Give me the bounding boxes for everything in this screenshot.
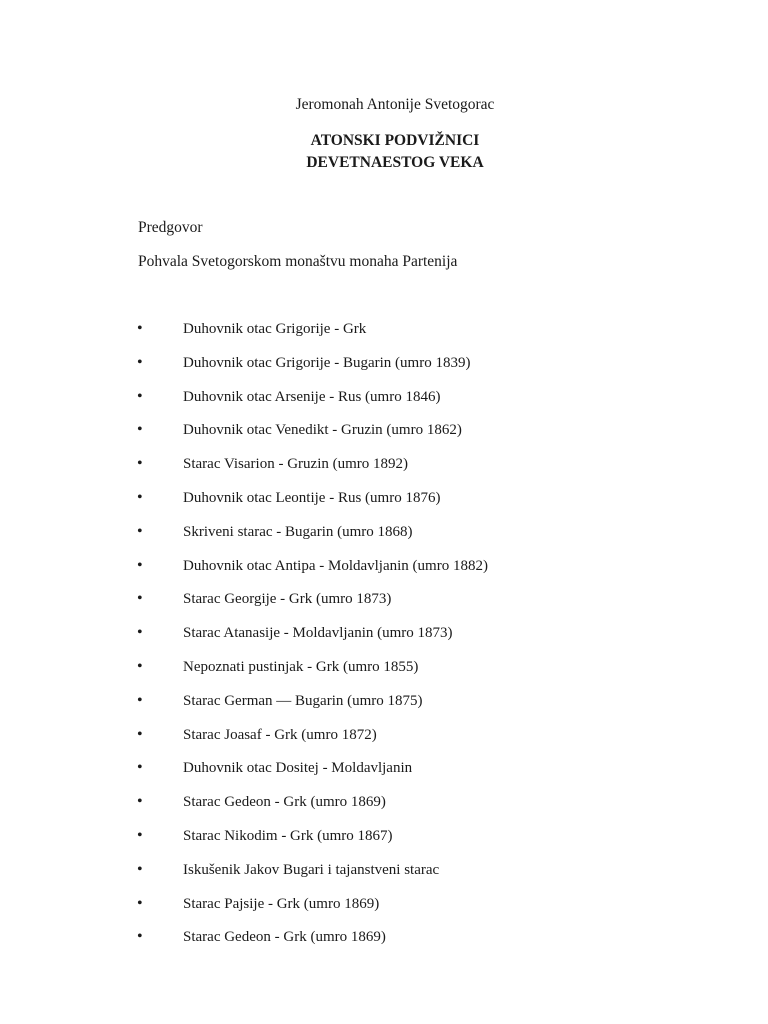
list-item-text: Starac Nikodim - Grk (umro 1867) [183, 827, 393, 844]
bullet-icon: • [137, 455, 143, 473]
bullet-icon: • [137, 421, 143, 439]
list-item-text: Skriveni starac - Bugarin (umro 1868) [183, 523, 413, 540]
list-item [0, 657, 768, 691]
list-item [0, 792, 768, 826]
list-item [0, 556, 768, 590]
bullet-icon: • [137, 826, 143, 844]
list-item [0, 319, 768, 353]
list-item-text: Starac Pajsije - Grk (umro 1869) [183, 895, 380, 912]
list-item [0, 927, 768, 961]
bullet-icon: • [137, 387, 143, 405]
list-item-text: Nepoznati pustinjak - Grk (umro 1855) [183, 658, 419, 675]
list-item [0, 488, 768, 522]
list-item-text: Duhovnik otac Venedikt - Gruzin (umro 1862) [183, 422, 462, 439]
list-item-text: Iskušenik Jakov Bugari i tajanstveni starac [183, 861, 440, 878]
bullet-icon: • [137, 860, 143, 878]
title-line-1: ATONSKI PODVIŽNICI [310, 132, 480, 149]
list-item-text: Duhovnik otac Grigorije - Bugarin (umro 1839) [183, 354, 471, 371]
list-item [0, 894, 768, 928]
bullet-icon: • [137, 759, 143, 777]
list-item-text: Starac German — Bugarin (umro 1875) [183, 692, 423, 709]
bullet-icon: • [137, 793, 143, 811]
list-item-text: Starac Visarion - Gruzin (umro 1892) [183, 456, 409, 473]
author-line: Jeromonah Antonije Svetogorac [295, 96, 495, 113]
list-item [0, 589, 768, 623]
list-item [0, 454, 768, 488]
list-item-text: Duhovnik otac Dositej - Moldavljanin [183, 760, 413, 777]
bullet-icon: • [137, 691, 143, 709]
list-item [0, 353, 768, 387]
bullet-icon: • [137, 556, 143, 574]
section-praise: Pohvala Svetogorskom monaštvu monaha Partenija [138, 253, 458, 270]
list-item-text: Starac Gedeon - Grk (umro 1869) [183, 794, 386, 811]
bullet-icon: • [137, 353, 143, 371]
list-item-text: Duhovnik otac Grigorije - Grk [183, 321, 367, 337]
list-item [0, 691, 768, 725]
bullet-icon: • [137, 894, 143, 912]
list-item-text: Starac Georgije - Grk (umro 1873) [183, 591, 392, 608]
list-item [0, 860, 768, 894]
list-item [0, 758, 768, 792]
contents-list [0, 319, 768, 961]
bullet-icon: • [137, 725, 143, 743]
list-item-text: Duhovnik otac Leontije - Rus (umro 1876) [183, 489, 441, 506]
list-item-text: Duhovnik otac Antipa - Moldavljanin (umro 1882) [183, 557, 488, 574]
list-item [0, 725, 768, 759]
list-item [0, 623, 768, 657]
list-item-text: Starac Joasaf - Grk (umro 1872) [183, 726, 377, 743]
bullet-icon: • [137, 657, 143, 675]
bullet-icon: • [137, 488, 143, 506]
list-item-text: Starac Gedeon - Grk (umro 1869) [183, 929, 386, 946]
list-item [0, 420, 768, 454]
list-item [0, 826, 768, 860]
list-item-text: Duhovnik otac Arsenije - Rus (umro 1846) [183, 388, 441, 405]
title-line-2: DEVETNAESTOG VEKA [306, 154, 484, 171]
section-preface: Predgovor [138, 219, 203, 236]
bullet-icon: • [137, 928, 143, 946]
bullet-icon: • [137, 522, 143, 540]
list-item [0, 522, 768, 556]
list-item [0, 387, 768, 421]
bullet-icon: • [137, 624, 143, 642]
bullet-icon: • [137, 320, 143, 337]
bullet-icon: • [137, 590, 143, 608]
list-item-text: Starac Atanasije - Moldavljanin (umro 1873) [183, 625, 453, 642]
document-title [0, 130, 768, 174]
